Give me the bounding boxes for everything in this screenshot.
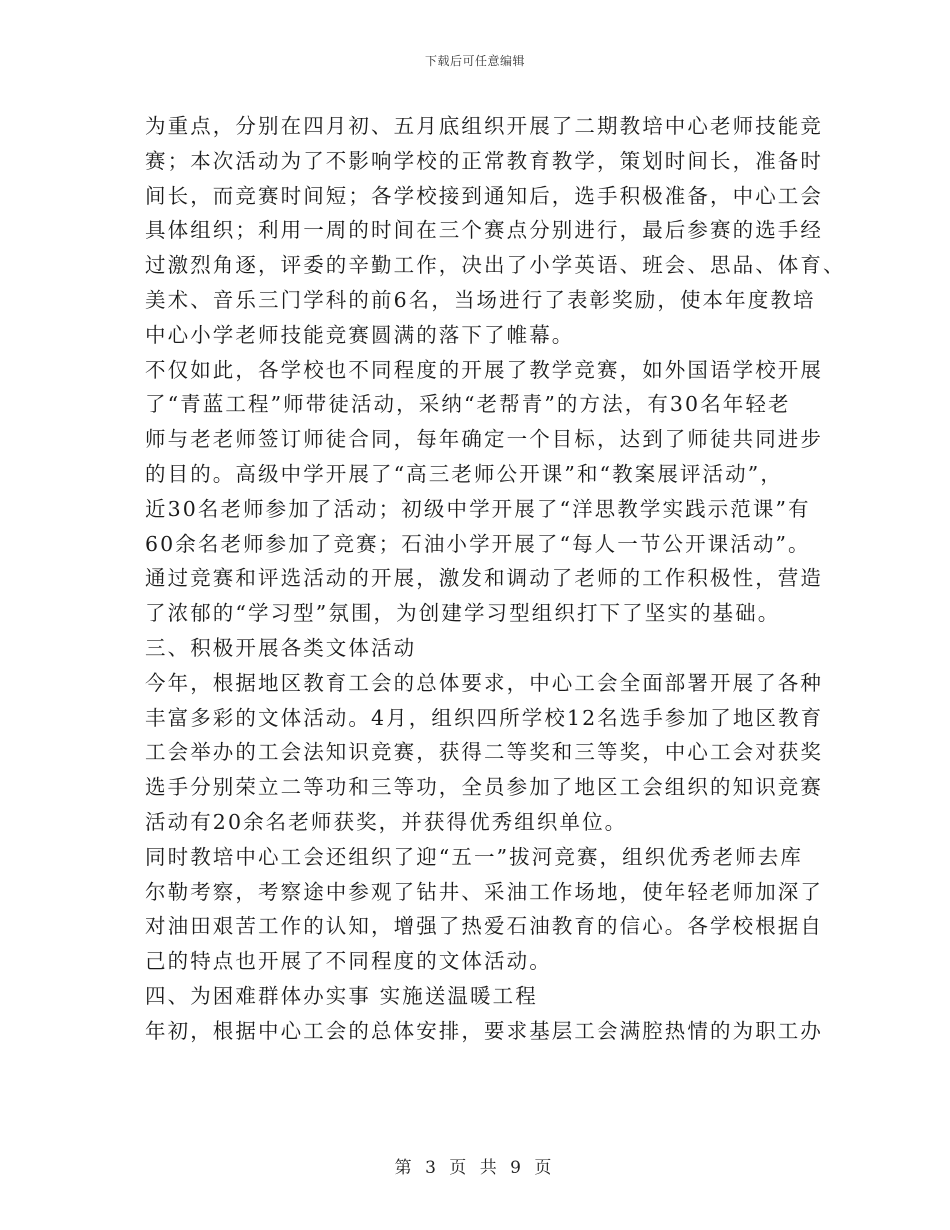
body-line: 工会举办的工会法知识竞赛，获得二等奖和三等奖，中心工会对获奖	[145, 740, 823, 765]
body-line: 不仅如此，各学校也不同程度的开展了教学竞赛，如外国语学校开展	[145, 357, 823, 382]
body-line: 通过竞赛和评选活动的开展，激发和调动了老师的工作积极性，营造	[145, 566, 823, 591]
body-line: 过激烈角逐，评委的辛勤工作，决出了小学英语、班会、思品、体育、	[145, 253, 846, 278]
body-line: 对油田艰苦工作的认知，增强了热爱石油教育的信心。各学校根据自	[145, 914, 823, 939]
body-line: 己的特点也开展了不同程度的文体活动。	[145, 949, 552, 974]
section-heading: 三、积极开展各类文体活动	[145, 635, 417, 660]
body-line: 赛；本次活动为了不影响学校的正常教育教学，策划时间长，准备时	[145, 148, 823, 173]
body-line: 年初，根据中心工会的总体安排，要求基层工会满腔热情的为职工办	[145, 1018, 823, 1043]
body-line: 美术、音乐三门学科的前6名，当场进行了表彰奖励，使本年度教培	[145, 287, 816, 312]
body-line: 的目的。高级中学开展了“高三老师公开课”和“教案展评活动”，	[145, 461, 783, 486]
body-line: 间长，而竞赛时间短；各学校接到通知后，选手积极准备，中心工会	[145, 183, 823, 208]
body-line: 为重点，分别在四月初、五月底组织开展了二期教培中心老师技能竞	[145, 114, 823, 138]
page-header: 下载后可任意编辑	[424, 54, 525, 68]
body-line: 选手分别荣立二等功和三等功，全员参加了地区工会组织的知识竞赛	[145, 775, 823, 800]
body-line: 今年，根据地区教育工会的总体要求，中心工会全面部署开展了各种	[145, 670, 823, 695]
body-line: 同时教培中心工会还组织了迎“五一”拔河竞赛，组织优秀老师去库	[145, 844, 803, 869]
body-line: 了“青蓝工程”师带徒活动，采纳“老帮青”的方法，有30名年轻老	[145, 392, 791, 417]
section-heading: 四、为困难群体办实事 实施送温暖工程	[145, 983, 538, 1008]
body-line: 师与老老师签订师徒合同，每年确定一个目标，达到了师徒共同进步	[145, 427, 823, 452]
document-body	[145, 109, 846, 1049]
body-line: 具体组织；利用一周的时间在三个赛点分别进行，最后参赛的选手经	[145, 218, 823, 243]
body-line: 尔勒考察，考察途中参观了钻井、采油工作场地，使年轻老师加深了	[145, 879, 823, 904]
body-line: 中心小学老师技能竞赛圆满的落下了帷幕。	[145, 322, 575, 347]
body-line: 60余名老师参加了竞赛；石油小学开展了“每人一节公开课活动”。	[145, 531, 811, 556]
page-number-footer: 第 3 页 共 9 页	[394, 1158, 556, 1178]
body-line: 活动有20余名老师获奖，并获得优秀组织单位。	[145, 809, 628, 834]
body-line: 了浓郁的“学习型”氛围，为创建学习型组织打下了坚实的基础。	[145, 601, 781, 626]
body-line: 近30名老师参加了活动；初级中学开展了“洋思教学实践示范课”有	[145, 496, 811, 521]
body-line: 丰富多彩的文体活动。4月，组织四所学校12名选手参加了地区教育	[145, 705, 824, 730]
